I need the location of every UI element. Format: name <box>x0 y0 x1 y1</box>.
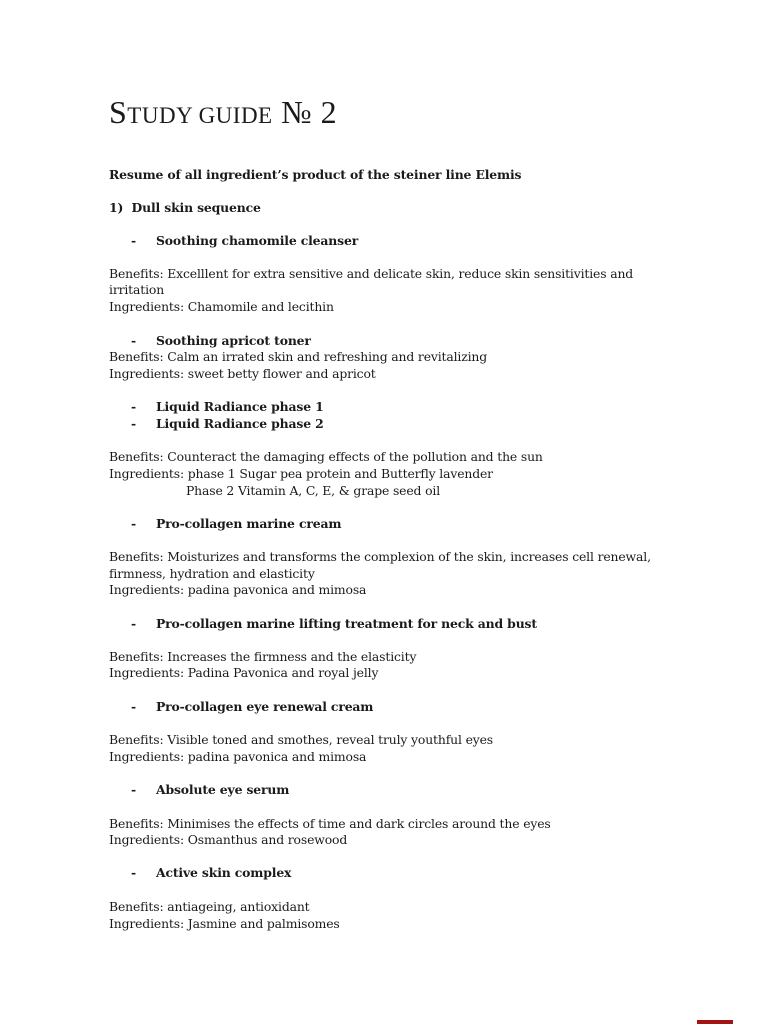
title-prefix-big: S <box>109 94 128 130</box>
benefits-text: firmness, hydration and elasticity <box>109 566 315 581</box>
page-title <box>109 92 337 136</box>
benefits-text: Benefits: Increases the firmness and the elasticity <box>109 649 417 664</box>
list-bullet: - <box>131 416 137 431</box>
title-suffix: № 2 <box>272 94 338 130</box>
benefits-text: Benefits: Excelllent for extra sensitive and delicate skin, reduce skin sensitivities and <box>109 266 634 281</box>
list-bullet: - <box>131 516 137 531</box>
ingredients-text: Ingredients: phase 1 Sugar pea protein and Butterfly lavender <box>109 466 493 481</box>
product-name: Liquid Radiance phase 1 <box>156 399 324 414</box>
benefits-text: Benefits: Counteract the damaging effects of the pollution and the sun <box>109 449 543 464</box>
product-name: Liquid Radiance phase 2 <box>156 416 324 431</box>
list-bullet: - <box>131 699 137 714</box>
product-name: Pro-collagen marine cream <box>156 516 342 531</box>
product-name: Soothing chamomile cleanser <box>156 233 359 248</box>
product-name: Pro-collagen marine lifting treatment for neck and bust <box>156 616 537 631</box>
section-label: Dull skin sequence <box>131 200 261 215</box>
subtitle: Resume of all ingredient’s product of the steiner line Elemis <box>109 167 522 182</box>
ingredients-text: Ingredients: padina pavonica and mimosa <box>109 749 367 764</box>
ingredients-text: Ingredients: sweet betty flower and apricot <box>109 366 376 381</box>
ingredients-text: Ingredients: Jasmine and palmisomes <box>109 916 340 931</box>
section-heading <box>109 200 261 216</box>
list-bullet: - <box>131 865 137 880</box>
ingredients-text: Phase 2 Vitamin A, C, E, & grape seed oil <box>186 483 441 498</box>
list-bullet: - <box>131 233 137 248</box>
product-name: Pro-collagen eye renewal cream <box>156 699 374 714</box>
list-bullet: - <box>131 333 137 348</box>
product-name: Soothing apricot toner <box>156 333 311 348</box>
list-bullet: - <box>131 616 137 631</box>
benefits-text: Benefits: Calm an irrated skin and refreshing and revitalizing <box>109 349 488 364</box>
section-number: 1) <box>109 200 124 215</box>
ingredients-text: Ingredients: Padina Pavonica and royal jelly <box>109 665 379 680</box>
ingredients-text: Ingredients: Osmanthus and rosewood <box>109 832 348 847</box>
benefits-text: Benefits: antiageing, antioxidant <box>109 899 310 914</box>
ingredients-text: Ingredients: Chamomile and lecithin <box>109 299 334 314</box>
list-bullet: - <box>131 782 137 797</box>
benefits-text: Benefits: Minimises the effects of time and dark circles around the eyes <box>109 816 551 831</box>
benefits-text: Benefits: Moisturizes and transforms the complexion of the skin, increases cell renewal, <box>109 549 651 564</box>
benefits-text: Benefits: Visible toned and smothes, reveal truly youthful eyes <box>109 732 493 747</box>
title-prefix-small: TUDY GUIDE <box>127 103 273 128</box>
list-bullet: - <box>131 399 137 414</box>
product-name: Absolute eye serum <box>156 782 290 797</box>
benefits-text: irritation <box>109 282 165 297</box>
ingredients-text: Ingredients: padina pavonica and mimosa <box>109 582 367 597</box>
page-corner-accent <box>697 1020 733 1024</box>
product-name: Active skin complex <box>156 865 292 880</box>
